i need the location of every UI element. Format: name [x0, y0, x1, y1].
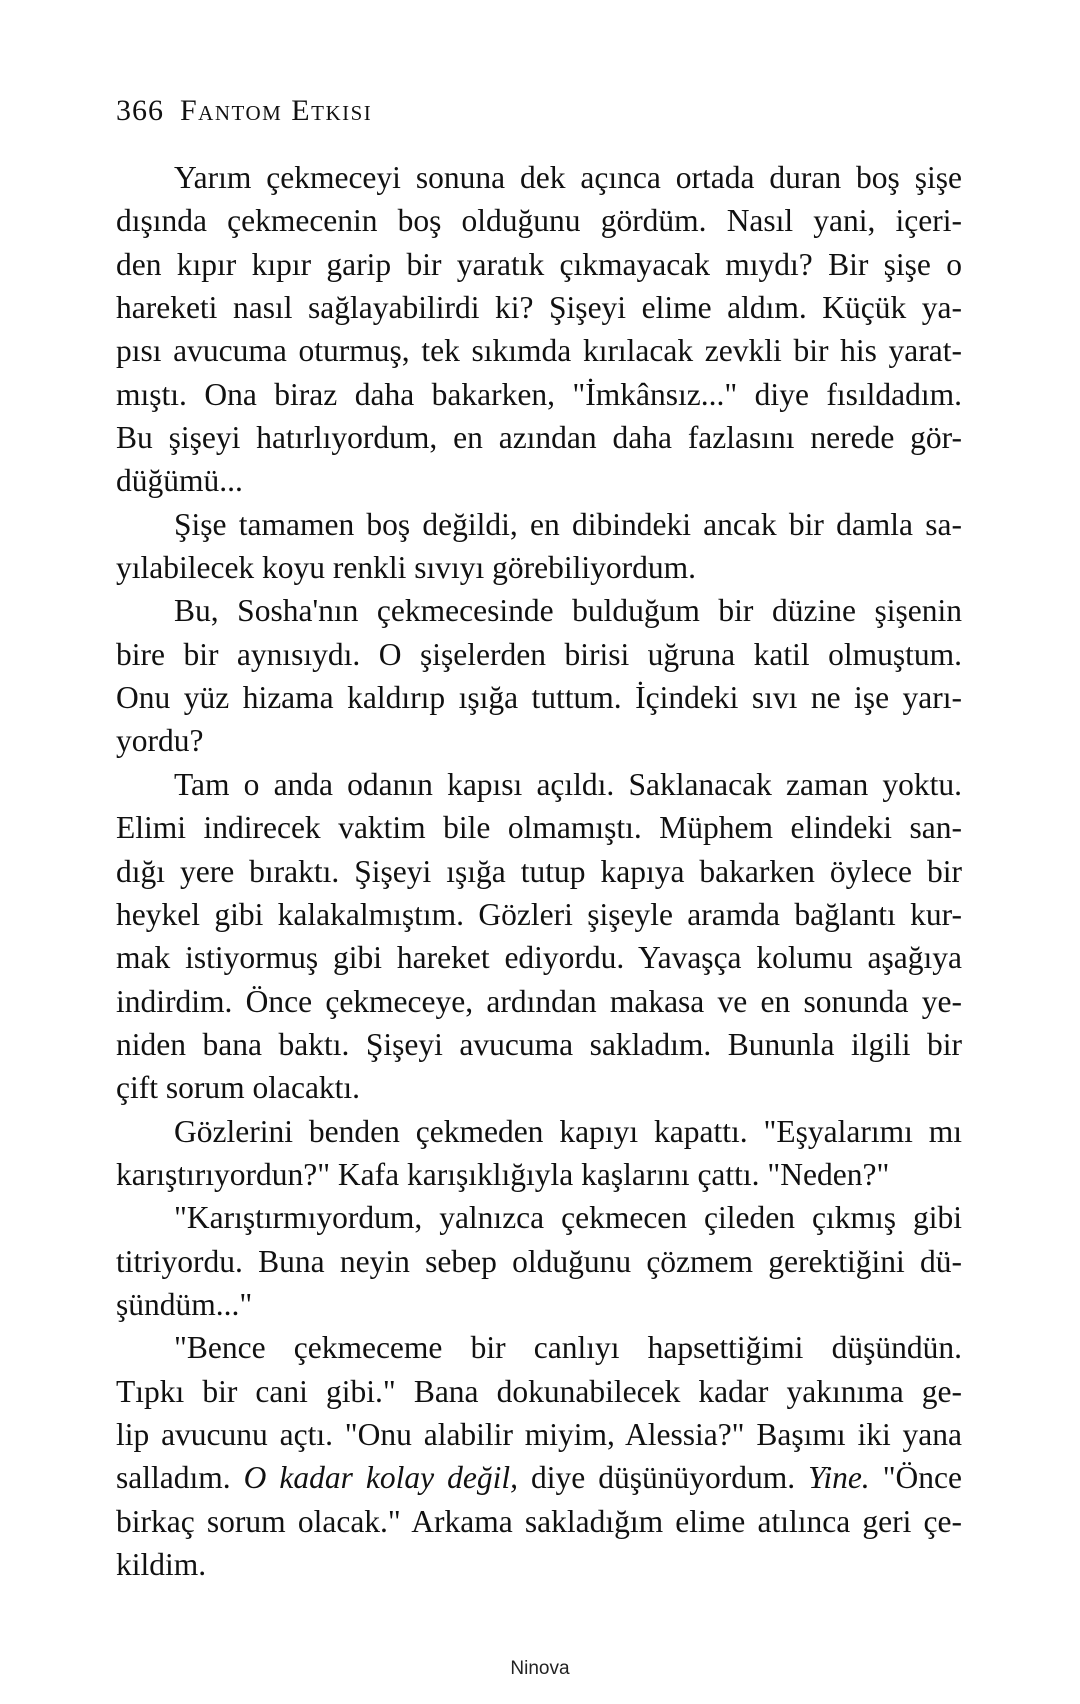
book-title: Fantom Etkisi: [180, 94, 373, 127]
text-line: "Karıştırmıyordum, yalnızca çekmecen çileden çıkmış gibi: [174, 1200, 962, 1236]
text-line: hareketi nasıl sağlayabilirdi ki? Şişeyi elime aldım. Küçük ya-: [116, 290, 962, 326]
text-line: Onu yüz hizama kaldırıp ışığa tuttum. İçindeki sıvı ne işe yarı-: [116, 680, 962, 716]
text-line: mak istiyormuş gibi hareket ediyordu. Yavaşça kolumu aşağıya: [116, 940, 962, 976]
text-line: Elimi indirecek vaktim bile olmamıştı. Müphem elindeki san-: [116, 810, 962, 846]
italic-phrase: Yine.: [808, 1460, 870, 1496]
text-line: Yarım çekmeceyi sonuna dek açınca ortada duran boş şişe: [174, 160, 962, 195]
text-line: dışında çekmecenin boş olduğunu gördüm. Nasıl yani, içeri-: [116, 203, 962, 239]
text-line: Bu şişeyi hatırlıyordum, en azından daha fazlasını nerede gör-: [116, 420, 962, 456]
text-line: Gözlerini benden çekmeden kapıyı kapattı. "Eşyalarımı mı: [174, 1113, 962, 1149]
text-segment: diye düşünüyordum.: [517, 1460, 809, 1496]
running-head: [116, 94, 372, 128]
text-line: karıştırıyordun?" Kafa karışıklığıyla kaşlarını çattı. "Neden?": [116, 1156, 890, 1192]
text-line: titriyordu. Buna neyin sebep olduğunu çözmem gerektiğini dü-: [116, 1243, 962, 1279]
text-line: mıştı. Ona biraz daha bakarken, "İmkânsız..." diye fısıldadım.: [116, 376, 962, 412]
text-line: Tam o anda odanın kapısı açıldı. Saklanacak zaman yoktu.: [174, 766, 962, 802]
publisher-footer: Ninova: [510, 1658, 570, 1679]
text-segment: "Önce: [869, 1460, 962, 1496]
text-line: Şişe tamamen boş değildi, en dibindeki ancak bir damla sa-: [174, 506, 962, 542]
body-text: [116, 156, 962, 1586]
text-line: "Bence çekmeceme bir canlıyı hapsettiğimi düşündün.: [174, 1330, 962, 1366]
text-line: yordu?: [116, 723, 204, 759]
text-line: pısı avucuma oturmuş, tek sıkımda kırılacak zevkli bir his yarat-: [116, 333, 962, 369]
page-number: 366: [116, 94, 164, 127]
text-line: [116, 1456, 962, 1499]
text-line: dığı yere bıraktı. Şişeyi ışığa tutup kapıya bakarken öylece bir: [116, 853, 962, 889]
text-line: lip avucunu açtı. "Onu alabilir miyim, Alessia?" Başımı iki yana: [116, 1416, 962, 1452]
text-line: indirdim. Önce çekmeceye, ardından makasa ve en sonunda ye-: [116, 983, 962, 1019]
text-line: düğümü...: [116, 463, 243, 499]
text-line: kildim.: [116, 1547, 207, 1582]
text-line: heykel gibi kalakalmıştım. Gözleri şişeyle aramda bağlantı kur-: [116, 896, 962, 932]
text-line: Bu, Sosha'nın çekmecesinde bulduğum bir düzine şişenin: [174, 593, 962, 629]
text-line: çift sorum olacaktı.: [116, 1070, 361, 1106]
text-line: yılabilecek koyu renkli sıvıyı görebiliyordum.: [116, 550, 697, 586]
text-line: den kıpır kıpır garip bir yaratık çıkmayacak mıydı? Bir şişe o: [116, 246, 962, 282]
text-line: şündüm...": [116, 1286, 253, 1322]
text-line: bire bir aynısıydı. O şişelerden birisi uğruna katil olmuştum.: [116, 636, 962, 672]
text-line: birkaç sorum olacak." Arkama sakladığım elime atılınca geri çe-: [116, 1503, 962, 1539]
text-segment: salladım.: [116, 1460, 244, 1496]
text-line: niden bana baktı. Şişeyi avucuma sakladım. Bununla ilgili bir: [116, 1026, 962, 1062]
text-line: Tıpkı bir cani gibi." Bana dokunabilecek kadar yakınıma ge-: [116, 1373, 962, 1409]
italic-phrase: O kadar kolay değil,: [243, 1460, 518, 1496]
